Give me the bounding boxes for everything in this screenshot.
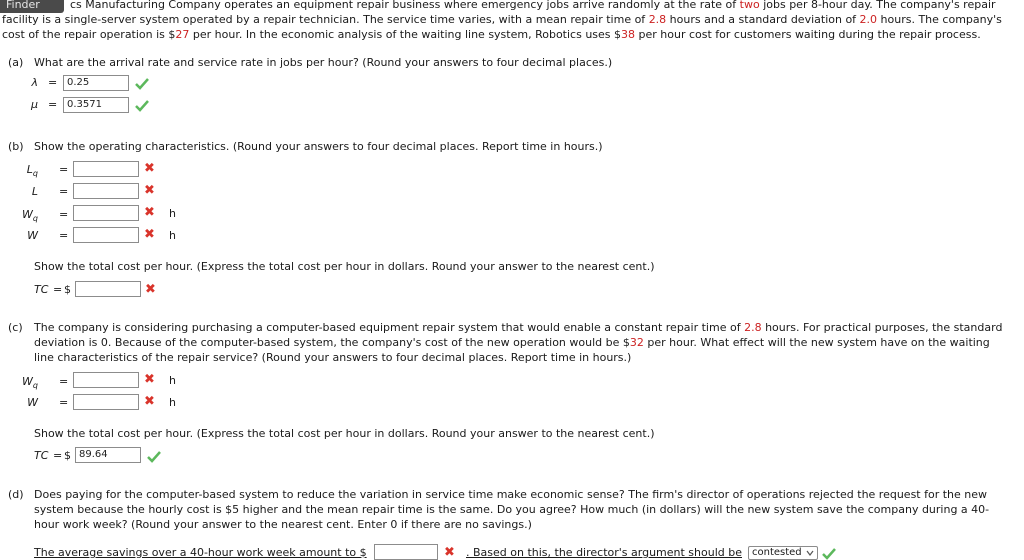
equals-sign: = <box>53 449 63 462</box>
equals-sign: = <box>59 229 69 242</box>
highlight-value: 38 <box>621 28 636 41</box>
savings-input[interactable] <box>374 544 438 560</box>
unit-hours: h <box>169 207 176 220</box>
problem-text: per hour. In the economic analysis of the waiting line system, Robotics uses $ <box>189 28 622 41</box>
wq-new-input[interactable] <box>73 372 139 388</box>
problem-text: facility is a single-server system operated by a repair technician. The service time varies, with a mean repair time of <box>2 13 649 26</box>
equals-sign: = <box>59 208 69 221</box>
wq-label: $W_q$ <box>22 375 38 391</box>
x-mark-icon: ✖ <box>144 372 155 387</box>
highlight-value: two <box>739 0 760 11</box>
x-mark-icon: ✖ <box>144 183 155 198</box>
part-d-line-3: hour work week? (Round your answer to the nearest cent. Enter 0 if there are no savings.) <box>34 518 532 531</box>
unit-hours: h <box>169 396 176 409</box>
question-text: Show the operating characteristics. (Round your answers to four decimal places. Report time in hours.) <box>34 140 603 153</box>
problem-text: per hour cost for customers waiting during the repair process. <box>635 28 981 41</box>
x-mark-icon: ✖ <box>144 394 155 409</box>
part-c-line-2: deviation is 0. Because of the computer-based system, the company's cost of the new operation would be $32 per hour. What effect will the new system have on the waiting <box>34 336 990 349</box>
highlight-value: 27 <box>175 28 190 41</box>
x-mark-icon: ✖ <box>144 161 155 176</box>
equals-sign: = <box>48 98 58 111</box>
tc-new-input[interactable]: 89.64 <box>75 447 141 463</box>
equals-sign: = <box>59 163 69 176</box>
l-input[interactable] <box>73 183 139 199</box>
mu-input[interactable]: 0.3571 <box>63 97 129 113</box>
equals-sign: = <box>59 396 69 409</box>
problem-text: hours. The company's <box>877 13 1002 26</box>
unit-hours: h <box>169 374 176 387</box>
check-icon <box>147 451 161 463</box>
highlight-value: 2.0 <box>859 13 878 26</box>
x-mark-icon: ✖ <box>144 227 155 242</box>
check-icon <box>822 548 836 560</box>
question-text: The company is considering purchasing a computer-based equipment repair system that would enable a constant repair time of 2.8 hours. For practical purposes, the standard <box>34 321 1003 334</box>
equals-sign: = <box>59 375 69 388</box>
check-icon <box>135 100 149 112</box>
question-text: Does paying for the computer-based system to reduce the variation in service time make economic sense? The firm's director of operations rejected the request for the new <box>34 488 988 501</box>
problem-text: cs Manufacturing Company operates an equipment repair business where emergency jobs arrive randomly at the rate of <box>70 0 740 11</box>
dollar-sign: $ <box>64 283 71 296</box>
part-d-line-2: system because the hourly cost is $5 higher and the mean repair time is the same. Do you agree? How much (in dollars) will the new system save the company during a 40- <box>34 503 990 516</box>
check-icon <box>135 78 149 90</box>
equals-sign: = <box>59 185 69 198</box>
problem-line-1 <box>70 0 996 12</box>
chevron-down-icon <box>806 550 814 556</box>
x-mark-icon: ✖ <box>444 545 455 560</box>
tc-label: TC <box>34 283 49 296</box>
x-mark-icon: ✖ <box>145 282 156 297</box>
problem-text: hours and a standard deviation of <box>666 13 860 26</box>
part-letter: (a) <box>8 56 24 69</box>
w-input[interactable] <box>73 227 139 243</box>
part-c-line-3: line characteristics of the repair service? (Round your answers to four decimal places. Report time in hours.) <box>34 351 632 364</box>
part-letter: (d) <box>8 488 24 501</box>
mu-label: μ <box>31 98 38 111</box>
unit-hours: h <box>169 229 176 242</box>
question-text: What are the arrival rate and service rate in jobs per hour? (Round your answers to four decimal places.) <box>34 56 613 69</box>
cost-prompt: Show the total cost per hour. (Express the total cost per hour in dollars. Round your answer to the nearest cent.) <box>34 427 655 440</box>
director-select[interactable]: contested <box>748 546 818 560</box>
lq-input[interactable] <box>73 161 139 177</box>
highlight-value: 2.8 <box>648 13 667 26</box>
wq-input[interactable] <box>73 205 139 221</box>
part-letter: (c) <box>8 321 23 334</box>
w-label: W <box>27 229 38 242</box>
tc-input[interactable] <box>75 281 141 297</box>
problem-text: cost of the repair operation is $ <box>2 28 176 41</box>
problem-line-2 <box>2 13 1002 27</box>
lambda-input[interactable]: 0.25 <box>63 75 129 91</box>
problem-text: jobs per 8-hour day. The company's repair <box>759 0 996 11</box>
w-label: W <box>27 396 38 409</box>
part-letter: (b) <box>8 140 24 153</box>
wq-label: $W_q$ <box>22 208 38 224</box>
w-new-input[interactable] <box>73 394 139 410</box>
equals-sign: = <box>53 283 63 296</box>
x-mark-icon: ✖ <box>144 205 155 220</box>
lambda-label: λ <box>31 76 38 89</box>
director-prompt: . Based on this, the director's argument should be <box>466 546 742 559</box>
finder-tab[interactable]: Finder <box>0 0 64 13</box>
problem-line-3 <box>2 28 981 42</box>
dollar-sign: $ <box>64 449 71 462</box>
cost-prompt: Show the total cost per hour. (Express the total cost per hour in dollars. Round your answer to the nearest cent.) <box>34 260 655 273</box>
l-label: L <box>31 185 38 198</box>
lq-label: $L_q$ <box>26 163 38 179</box>
savings-prompt: The average savings over a 40-hour work week amount to $ <box>34 546 367 559</box>
tc-label: TC <box>34 449 49 462</box>
equals-sign: = <box>48 76 58 89</box>
